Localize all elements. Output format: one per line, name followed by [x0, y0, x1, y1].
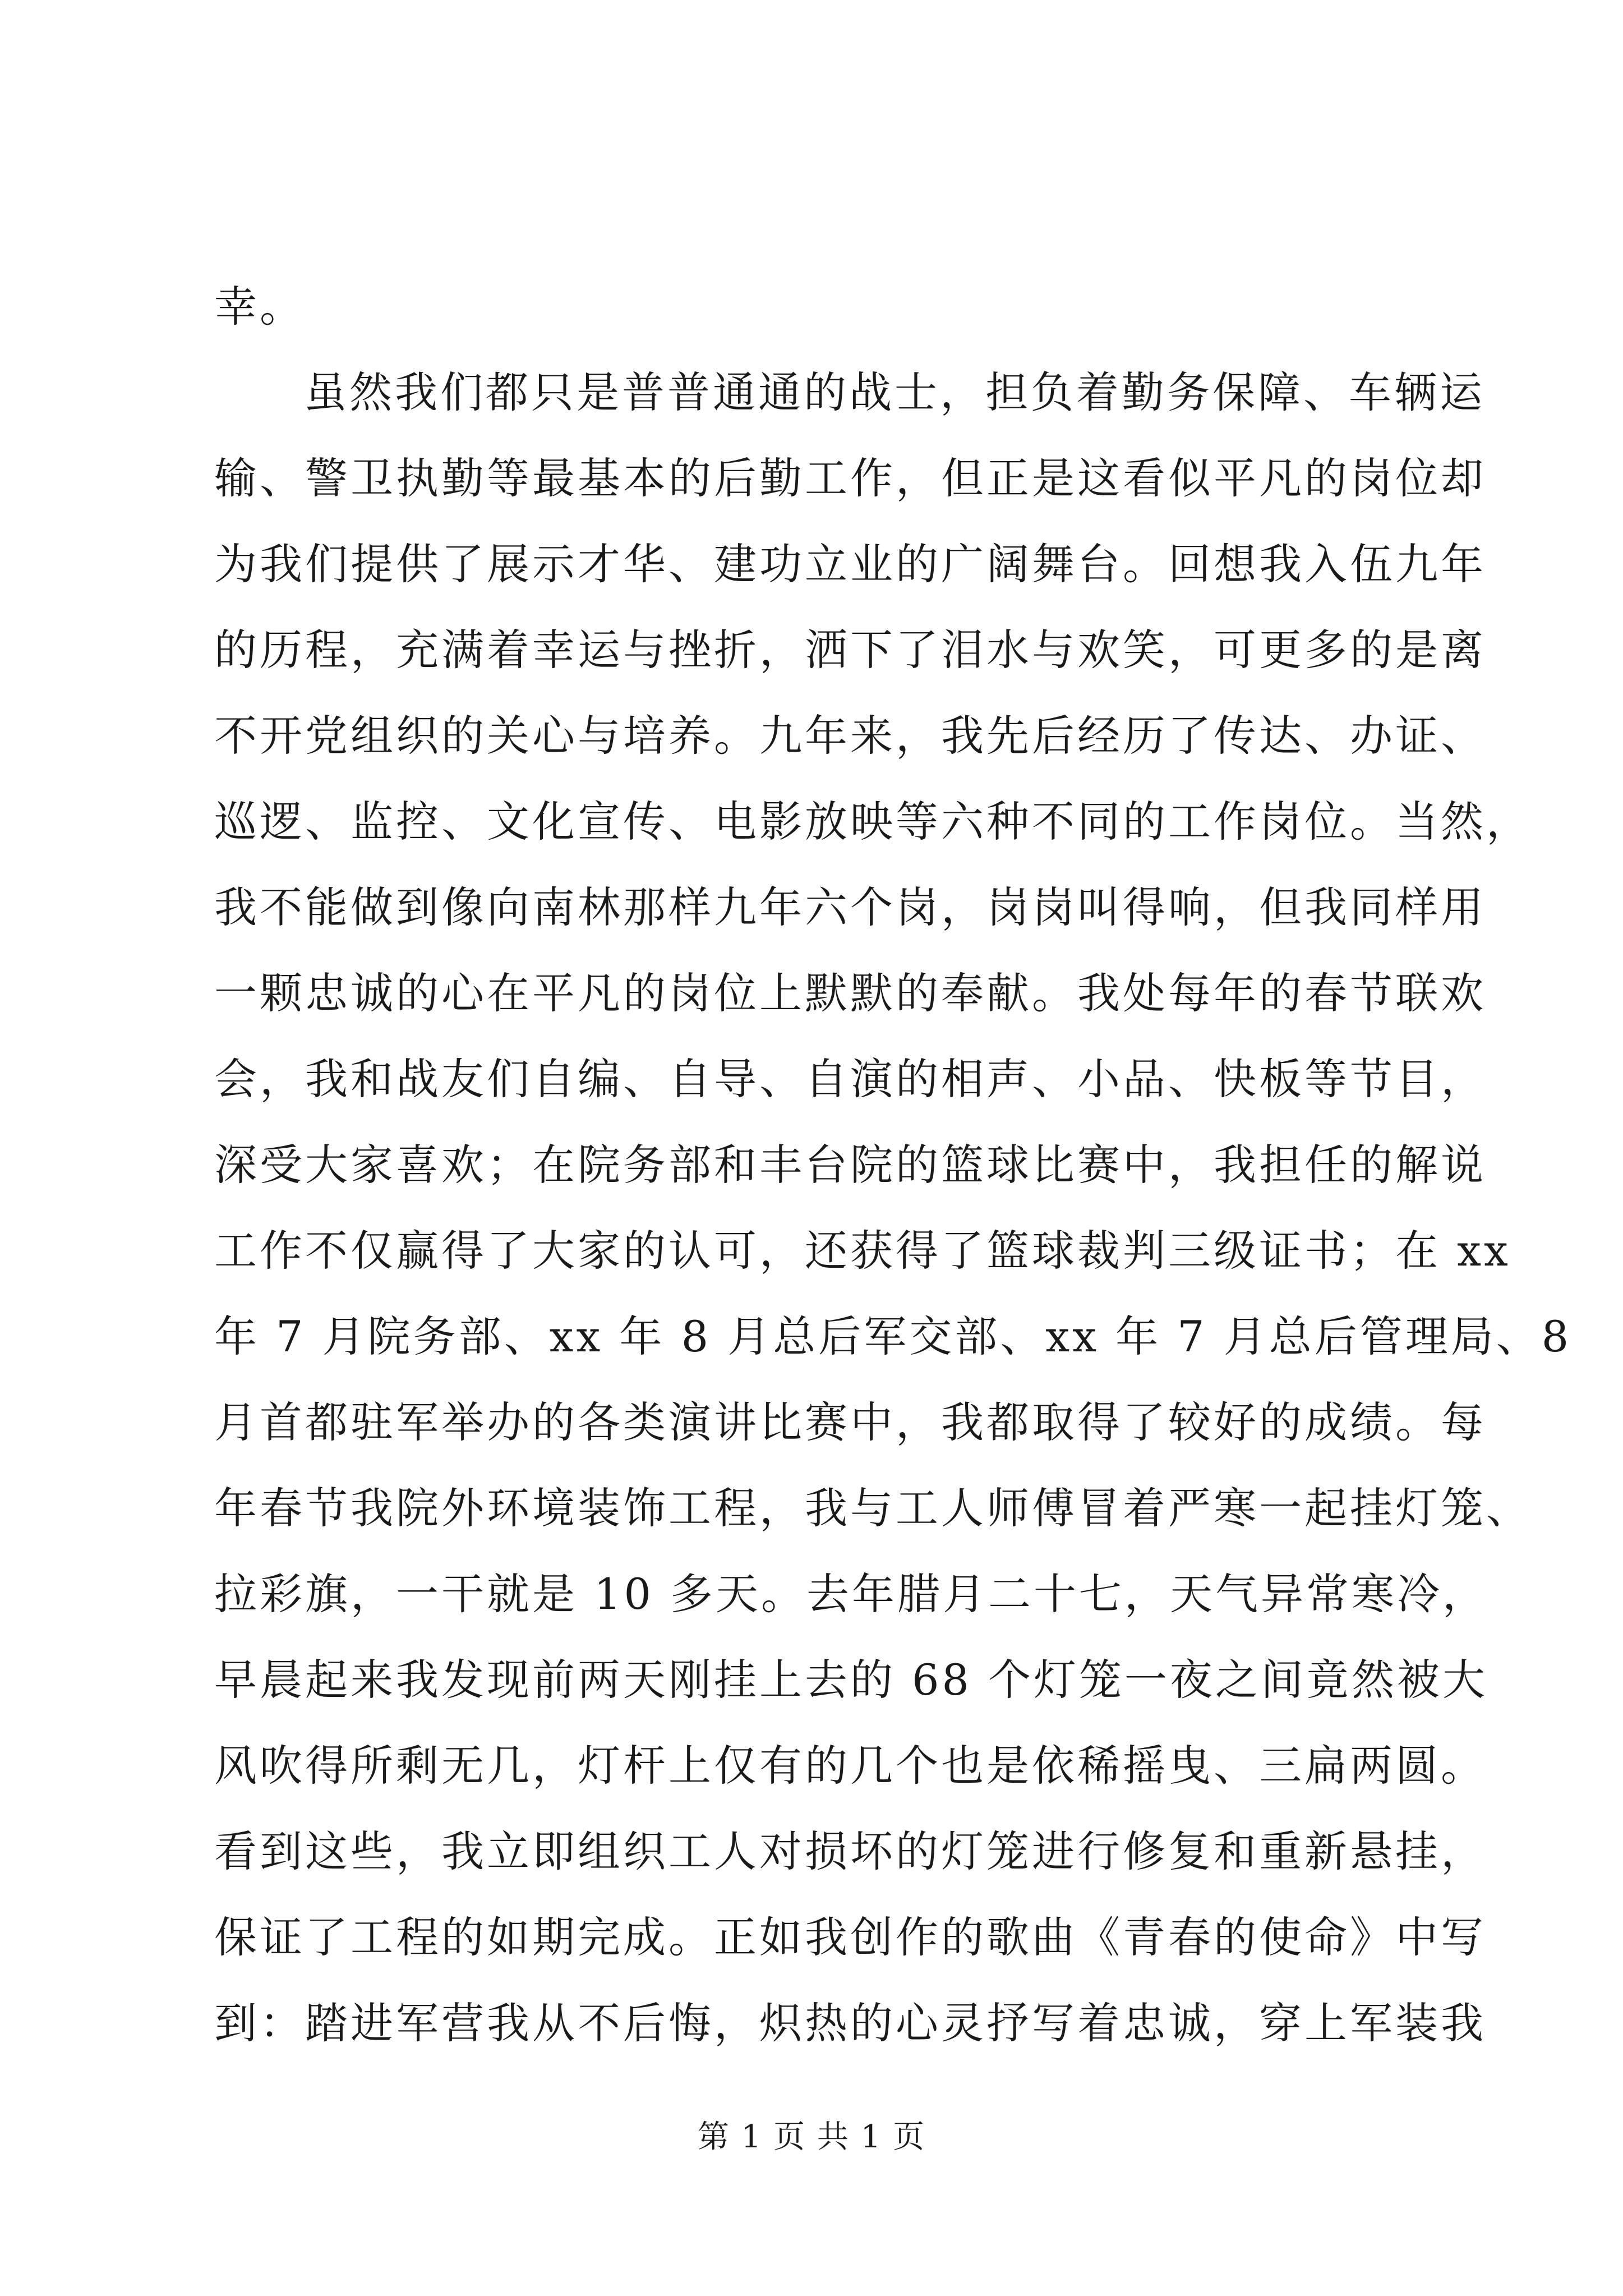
page-number-footer: 第 1 页 共 1 页 [697, 2119, 926, 2155]
text-line: 年春节我院外环境装饰工程，我与工人师傅冒着严寒一起挂灯笼、 [214, 1483, 1532, 1533]
text-line: 风吹得所剩无几，灯杆上仅有的几个也是依稀摇曳、三扁两圆。 [214, 1741, 1486, 1791]
body-text [214, 264, 1572, 2066]
text-line: 我不能做到像向南林那样九年六个岗，岗岗叫得响，但我同样用 [214, 882, 1486, 932]
text-line: 工作不仅赢得了大家的认可，还获得了篮球裁判三级证书；在 xx [214, 1226, 1511, 1276]
text-line: 为我们提供了展示才华、建功立业的广阔舞台。回想我入伍九年 [214, 539, 1486, 589]
text-line: 幸。 [214, 282, 305, 332]
text-line: 月首都驻军举办的各类演讲比赛中，我都取得了较好的成绩。每 [214, 1397, 1486, 1447]
text-line: 一颗忠诚的心在平凡的岗位上默默的奉献。我处每年的春节联欢 [214, 968, 1486, 1018]
text-line: 看到这些，我立即组织工人对损坏的灯笼进行修复和重新悬挂， [214, 1826, 1486, 1876]
paragraph-first-line: 虽然我们都只是普普通通的战士，担负着勤务保障、车辆运 [304, 367, 1485, 417]
text-line: 年 7 月院务部、xx 年 8 月总后军交部、xx 年 7 月总后管理局、8 [214, 1312, 1572, 1361]
text-line: 输、警卫执勤等最基本的后勤工作，但正是这看似平凡的岗位却 [214, 453, 1486, 503]
text-line: 深受大家喜欢；在院务部和丰台院的篮球比赛中，我担任的解说 [214, 1140, 1486, 1190]
text-line: 保证了工程的如期完成。正如我创作的歌曲《青春的使命》中写 [214, 1912, 1486, 1962]
text-line: 不开党组织的关心与培养。九年来，我先后经历了传达、办证、 [214, 711, 1486, 761]
text-line: 到：踏进军营我从不后悔，炽热的心灵抒写着忠诚，穿上军装我 [214, 1998, 1486, 2048]
text-line: 会，我和战友们自编、自导、自演的相声、小品、快板等节目， [214, 1054, 1486, 1104]
text-line: 拉彩旗，一干就是 10 多天。去年腊月二十七，天气异常寒冷， [214, 1569, 1488, 1619]
text-line: 的历程，充满着幸运与挫折，洒下了泪水与欢笑，可更多的是离 [214, 625, 1486, 675]
text-line: 巡逻、监控、文化宣传、电影放映等六种不同的工作岗位。当然， [214, 797, 1532, 846]
text-line: 早晨起来我发现前两天刚挂上去的 68 个灯笼一夜之间竟然被大 [214, 1655, 1488, 1705]
